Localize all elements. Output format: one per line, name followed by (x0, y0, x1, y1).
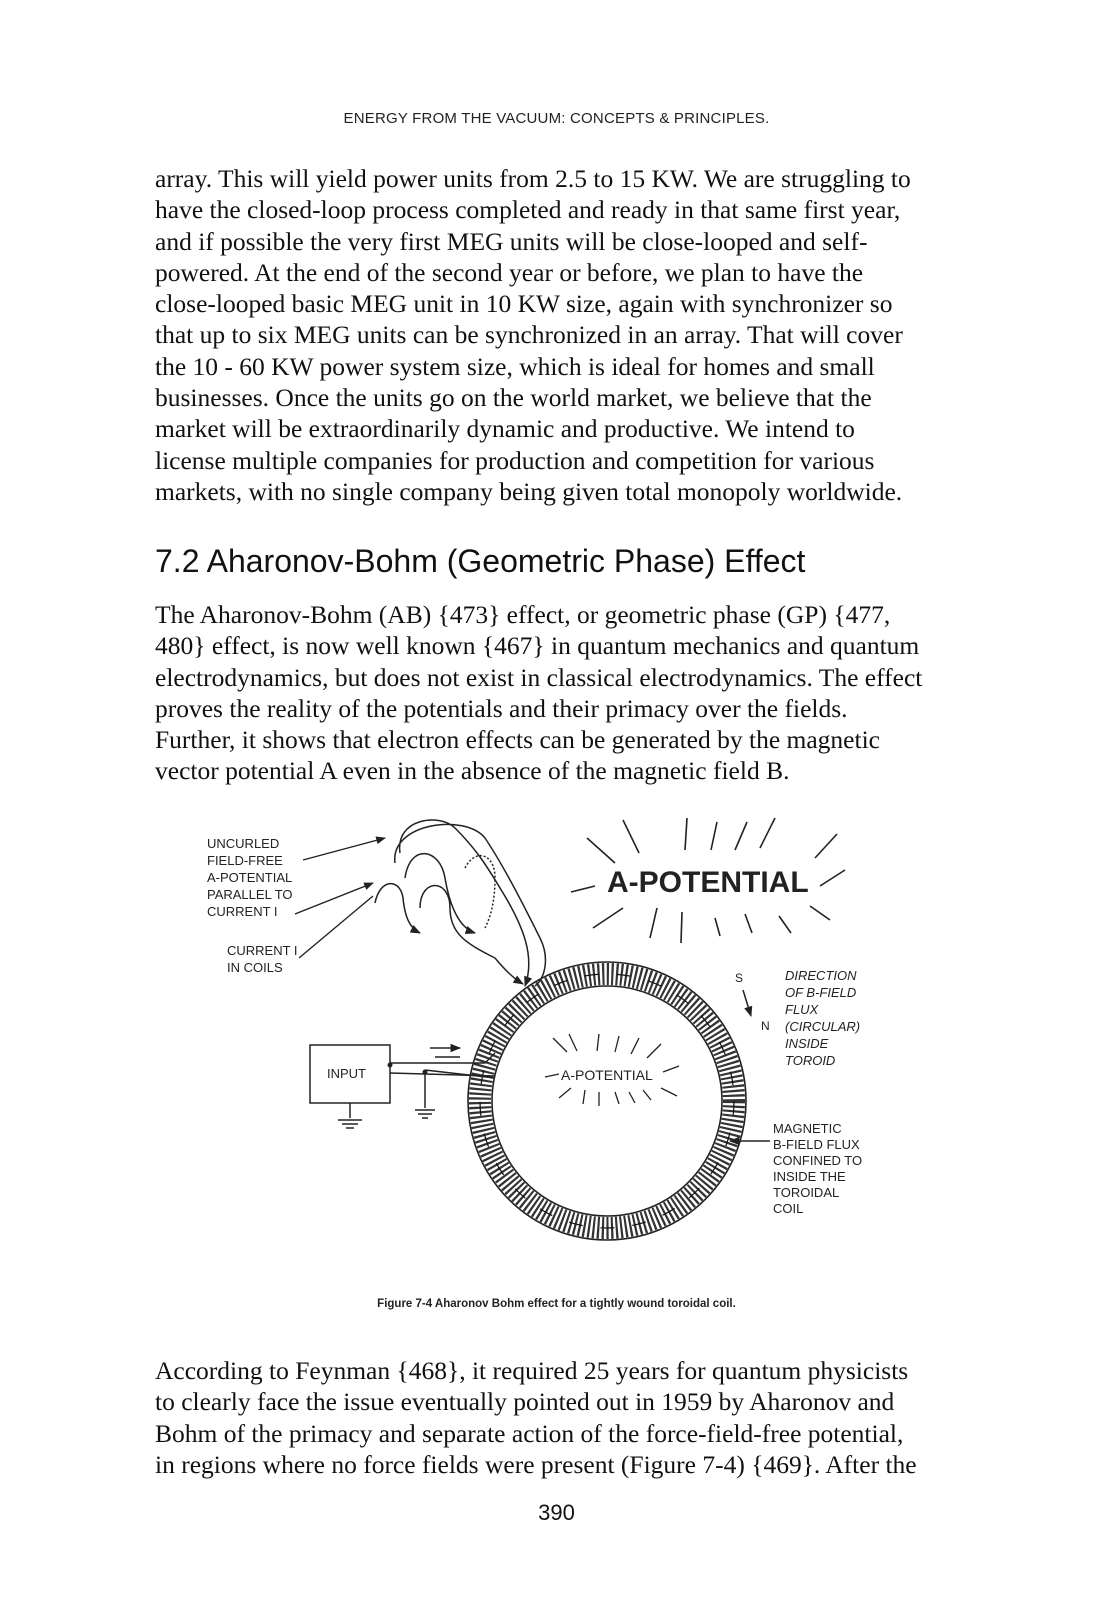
svg-text:CURRENT I: CURRENT I (227, 943, 298, 958)
svg-text:PARALLEL TO: PARALLEL TO (207, 887, 293, 902)
svg-text:IN COILS: IN COILS (227, 960, 283, 975)
svg-text:UNCURLED: UNCURLED (207, 836, 280, 851)
text-line: powered. At the end of the second year or before, we plan to have the (155, 257, 864, 287)
text-line: The Aharonov-Bohm (AB) {473} effect, or geometric phase (GP) {477, (155, 600, 891, 629)
label-a-potential-big: A-POTENTIAL (607, 866, 809, 899)
text-line: electrodynamics, but does not exist in classical electrodynamics. The effect (155, 662, 923, 692)
text-line: close-looped basic MEG unit in 10 KW size, again with synchronizer so (155, 289, 893, 319)
text-line: in regions where no force fields were present (Figure 7-4) {469}. After the (155, 1449, 917, 1479)
text-line: have the closed-loop process completed and ready in that same first year, (155, 195, 901, 225)
label-direction-b-field (785, 968, 860, 1068)
svg-text:TOROIDAL: TOROIDAL (773, 1185, 840, 1200)
toroidal-coil (468, 962, 746, 1240)
paragraph-ab-effect (155, 599, 1015, 787)
paragraph-meg-plans (155, 163, 1015, 507)
svg-text:FLUX: FLUX (785, 1002, 819, 1017)
svg-text:INSIDE: INSIDE (785, 1036, 829, 1051)
text-line: that up to six MEG units can be synchronized in an array. That will cover (155, 320, 903, 350)
a-field-loops (375, 820, 545, 986)
label-current-in-coils (227, 943, 298, 975)
running-head: ENERGY FROM THE VACUUM: CONCEPTS & PRINCIPLES. (343, 110, 770, 127)
svg-text:MAGNETIC: MAGNETIC (773, 1121, 842, 1136)
label-a-potential-small: A-POTENTIAL (561, 1067, 653, 1083)
text-line: license multiple companies for production and competition for various (155, 445, 875, 475)
text-line: vector potential A even in the absence of the magnetic field B. (155, 756, 790, 786)
svg-text:COIL: COIL (773, 1201, 804, 1216)
svg-text:A-POTENTIAL: A-POTENTIAL (207, 870, 293, 885)
svg-text:CONFINED TO: CONFINED TO (773, 1153, 863, 1168)
svg-text:CURRENT I: CURRENT I (207, 904, 278, 919)
text-line: the 10 - 60 KW power system size, which is ideal for homes and small (155, 351, 875, 381)
text-line: and if possible the very first MEG units will be close-looped and self- (155, 226, 868, 256)
svg-text:TOROID: TOROID (785, 1053, 836, 1068)
svg-text:INSIDE THE: INSIDE THE (773, 1169, 846, 1184)
text-line: 480} effect, is now well known {467} in quantum mechanics and quantum (155, 631, 920, 661)
text-line: businesses. Once the units go on the world market, we believe that the (155, 383, 872, 413)
svg-text:B-FIELD FLUX: B-FIELD FLUX (773, 1137, 860, 1152)
text-line: to clearly face the issue eventually pointed out in 1959 by Aharonov and (155, 1387, 895, 1417)
input-circuit (310, 1045, 495, 1128)
toroid-diagram-svg (195, 808, 905, 1260)
text-line: array. This will yield power units from 2.5 to 15 KW. We are struggling to (155, 164, 911, 193)
svg-text:(CIRCULAR): (CIRCULAR) (785, 1019, 861, 1034)
svg-text:DIRECTION: DIRECTION (785, 968, 857, 983)
label-uncurled-potential (207, 836, 293, 919)
figure-toroid-diagram (195, 808, 905, 1260)
label-s: S (735, 971, 744, 985)
svg-text:OF B-FIELD: OF B-FIELD (785, 985, 857, 1000)
text-line: markets, with no single company being given total monopoly worldwide. (155, 476, 903, 506)
text-line: market will be extraordinarily dynamic and productive. We intend to (155, 414, 855, 444)
figure-caption: Figure 7-4 Aharonov Bohm effect for a tightly wound toroidal coil. (377, 1298, 736, 1310)
label-n: N (761, 1019, 770, 1033)
page-number: 390 (538, 1500, 575, 1525)
label-magnetic-flux (773, 1121, 862, 1216)
text-line: proves the reality of the potentials and their primacy over the fields. (155, 693, 848, 723)
text-line: Further, it shows that electron effects can be generated by the magnetic (155, 725, 880, 755)
svg-text:FIELD-FREE: FIELD-FREE (207, 853, 283, 868)
text-line: According to Feynman {468}, it required 25 years for quantum physicists (155, 1356, 909, 1385)
text-line: Bohm of the primacy and separate action of the force-field-free potential, (155, 1418, 904, 1448)
paragraph-feynman (155, 1355, 1015, 1480)
section-heading: 7.2 Aharonov-Bohm (Geometric Phase) Effect (155, 543, 806, 579)
label-input: INPUT (327, 1066, 366, 1081)
